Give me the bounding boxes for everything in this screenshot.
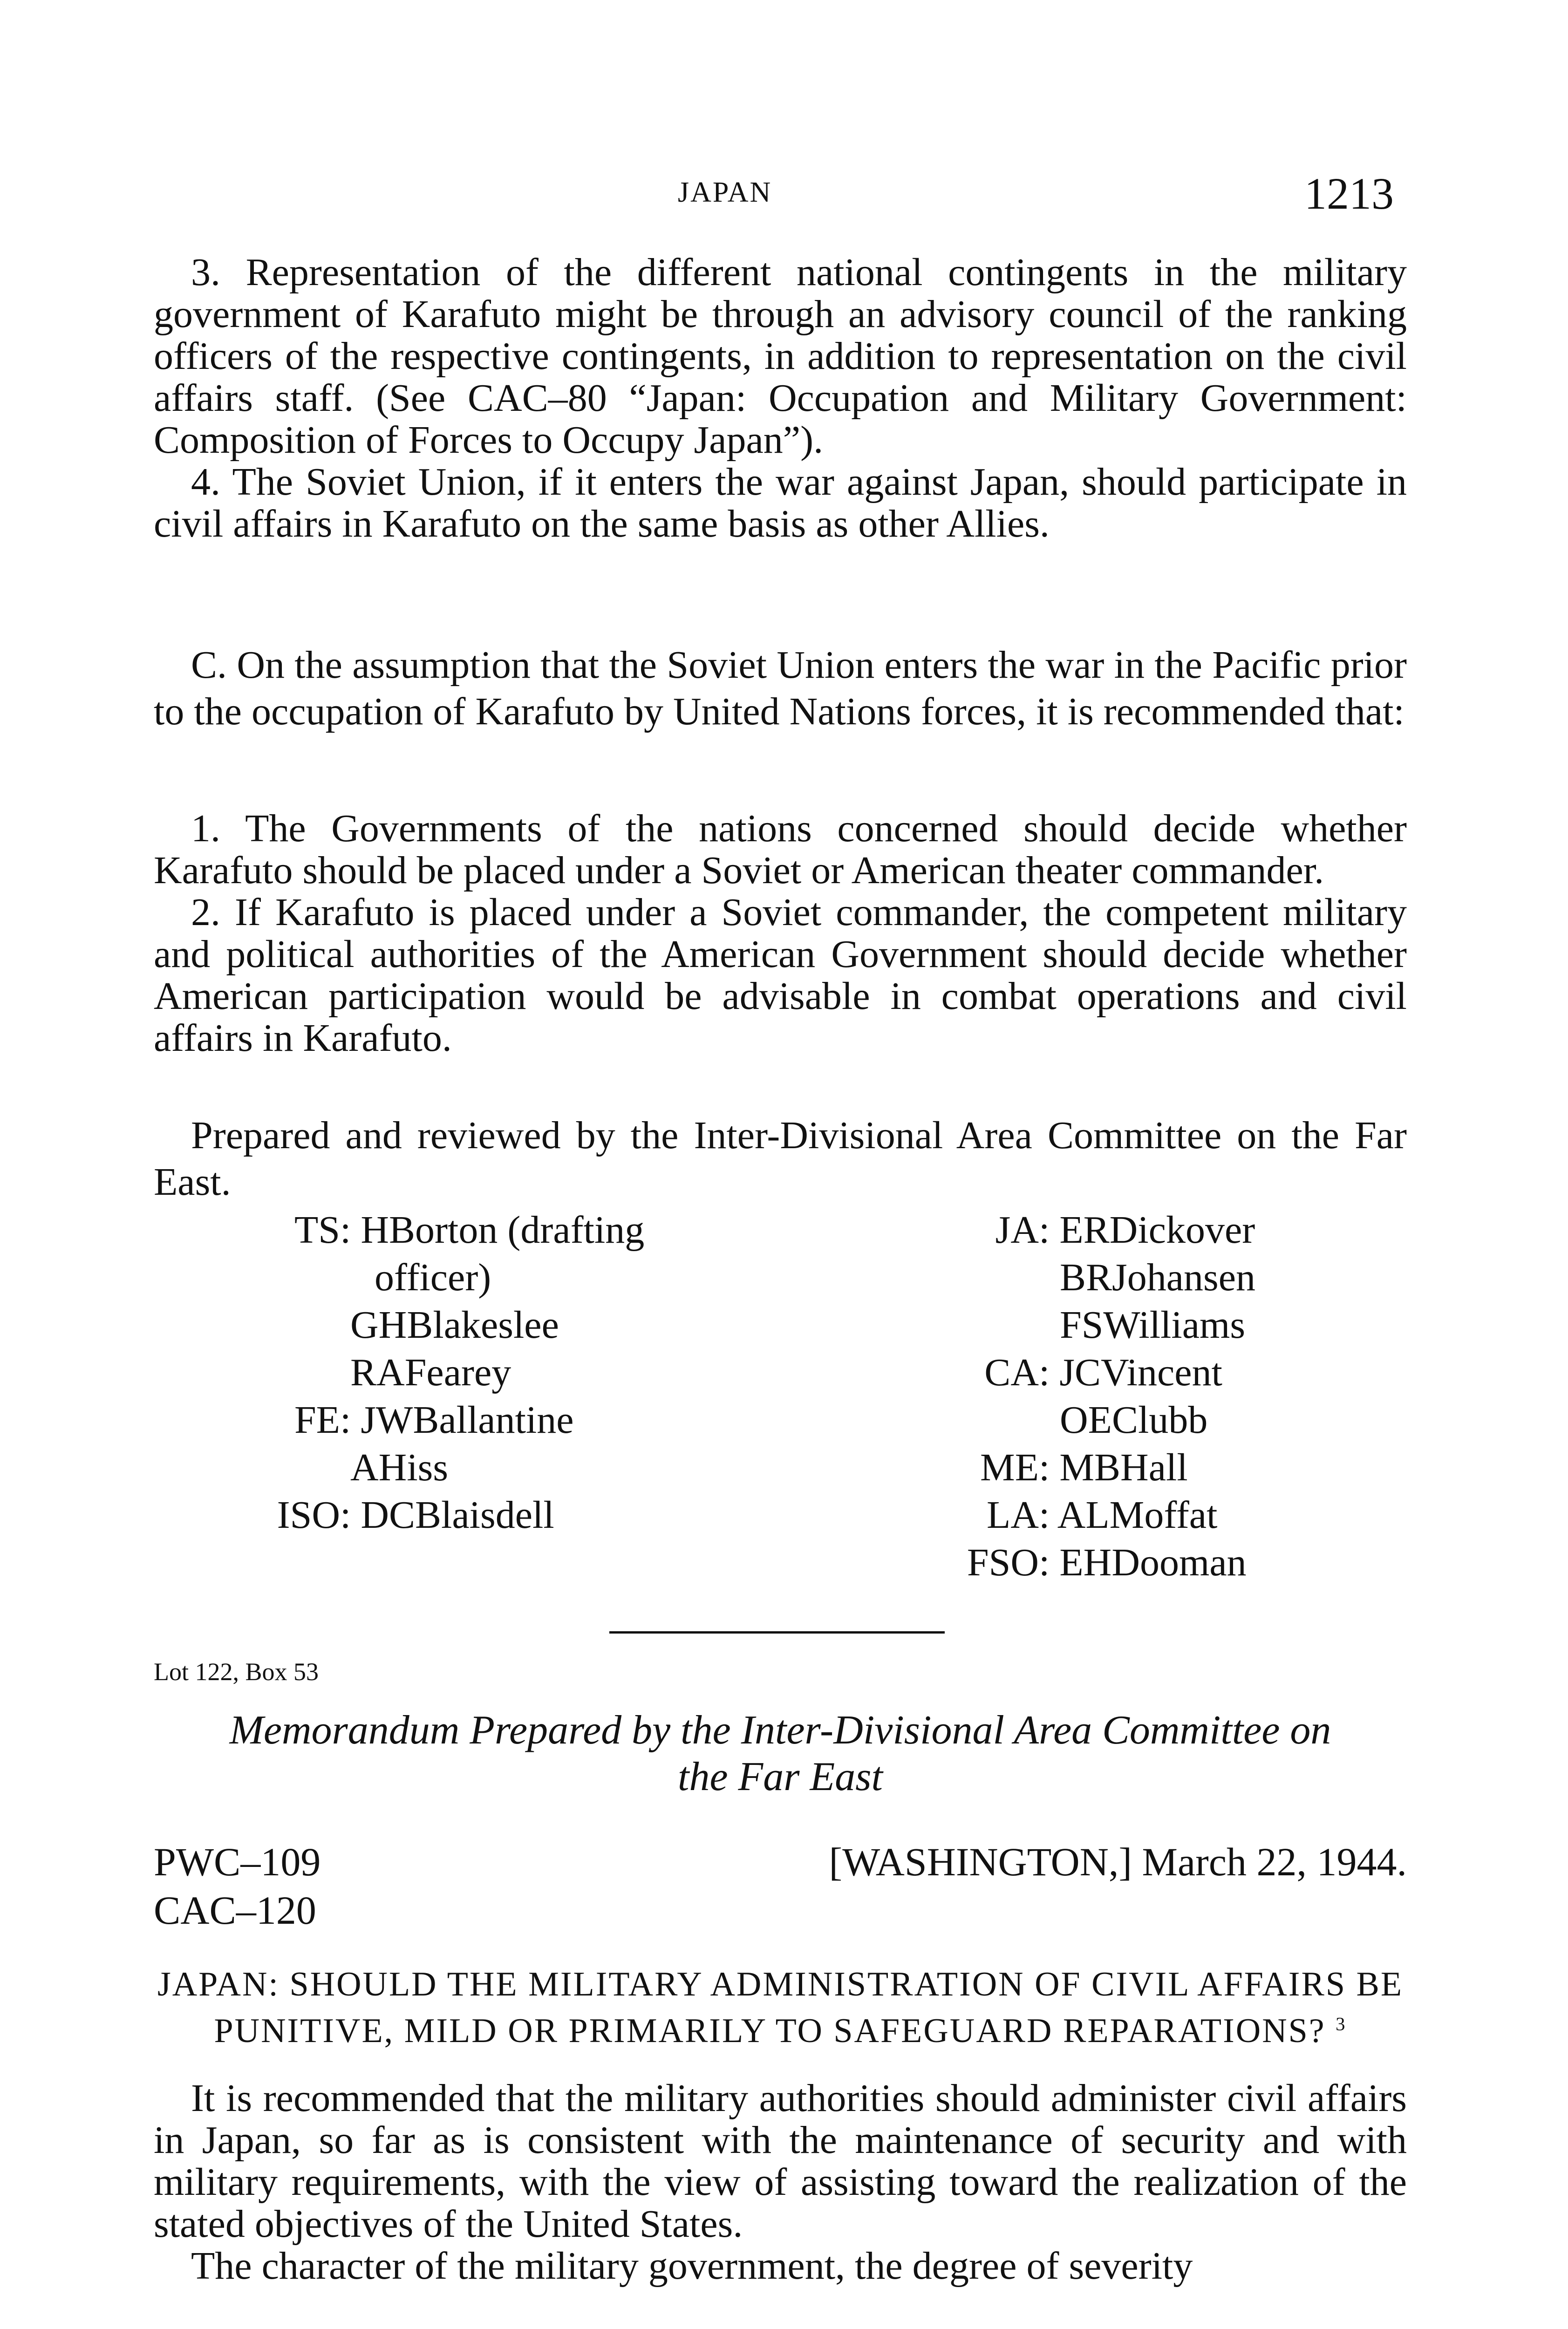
signatories-right — [885, 1206, 1255, 1587]
memo-title-line-1: Memorandum Prepared by the Inter-Divisional Area Committee on — [229, 1708, 1331, 1753]
section-divider — [609, 1631, 945, 1634]
date: March 22, 1944. — [1142, 1839, 1407, 1884]
sig-left-3: RAFearey — [350, 1351, 511, 1394]
body-paragraph-1: It is recommended that the military authorities should administer civil affairs in Japan, so far as is consistent with the maintenance of security and with military requirements, with the view of assisting toward the realization of the stated objectives of the United States. — [154, 2077, 1407, 2246]
sig-right-3: CA: JCVincent — [984, 1351, 1222, 1394]
sig-right-0: JA: ERDickover — [995, 1208, 1255, 1252]
signatories-left — [172, 1206, 644, 1539]
sig-left-1: officer) — [375, 1256, 491, 1299]
section-c-item-1: 1. The Governments of the nations concerned should decide whether Karafuto should be placed under a Soviet or American theater commander. — [154, 807, 1407, 892]
code-cac: CAC–120 — [154, 1888, 316, 1933]
recommendations-b — [154, 252, 1407, 545]
sig-right-5: ME: MBHall — [980, 1446, 1188, 1489]
sig-right-7: FSO: EHDooman — [967, 1541, 1247, 1584]
sig-right-1: BRJohansen — [1060, 1256, 1255, 1299]
place: WASHINGTON, — [842, 1839, 1119, 1884]
document-title-line-1: JAPAN: SHOULD THE MILITARY ADMINISTRATION OF CIVIL AFFAIRS BE — [157, 1965, 1404, 2003]
sig-right-2: FSWilliams — [1060, 1303, 1246, 1347]
body-text — [154, 2077, 1407, 2287]
recommendation-3: 3. Representation of the different national contingents in the military government of Karafuto might be through an advisory council of the ranking officers of the respective contingents, in addition to representation on the civil affairs staff. (See CAC–80 “Japan: Occupation and Military Government: Composition of Forces to Occupy Japan”). — [154, 251, 1407, 462]
sig-right-6: LA: ALMoffat — [987, 1493, 1218, 1537]
code-pwc: PWC–109 — [154, 1839, 321, 1884]
document-codes — [154, 1838, 320, 1934]
sig-left-5: AHiss — [350, 1446, 449, 1489]
source-note: Lot 122, Box 53 — [154, 1658, 319, 1686]
memo-title-line-2: the Far East — [678, 1754, 883, 1799]
sig-left-6: ISO: DCBlaisdell — [277, 1493, 554, 1537]
section-c-intro: C. On the assumption that the Soviet Union enters the war in the Pacific prior to the occupation of Karafuto by United Nations forces, it is recommended that: — [154, 643, 1407, 733]
recommendation-4: 4. The Soviet Union, if it enters the war against Japan, should participate in civil affairs in Karafuto on the same basis as other Allies. — [154, 460, 1407, 545]
sig-left-4: FE: JWBallantine — [294, 1398, 574, 1442]
section-c-items — [154, 808, 1407, 1059]
running-title: JAPAN — [678, 177, 772, 208]
document-title — [154, 1961, 1407, 2054]
sig-left-0: TS: HBorton (drafting — [294, 1208, 645, 1252]
prepared-by-text: Prepared and reviewed by the Inter-Divisional Area Committee on the Far East. — [154, 1114, 1407, 1204]
place-date: [WASHINGTON,] March 22, 1944. — [829, 1839, 1407, 1884]
sig-right-4: OEClubb — [1060, 1398, 1208, 1442]
document-title-line-2: PUNITIVE, MILD OR PRIMARILY TO SAFEGUARD REPARATIONS? $^3$ — [214, 2012, 1347, 2050]
section-c-item-2: 2. If Karafuto is placed under a Soviet commander, the competent military and political authorities of the American Government should decide whether American participation would be advisable in combat operations and civil affairs in Karafuto. — [154, 891, 1407, 1060]
body-paragraph-2: The character of the military government, the degree of severity — [191, 2244, 1193, 2288]
sig-left-2: GHBlakeslee — [350, 1303, 559, 1347]
page-number: 1213 — [1304, 169, 1394, 218]
footnote-ref: 3 — [1336, 2013, 1347, 2035]
prepared-by — [154, 1112, 1407, 1205]
section-c — [154, 642, 1407, 735]
memo-title — [154, 1707, 1407, 1800]
